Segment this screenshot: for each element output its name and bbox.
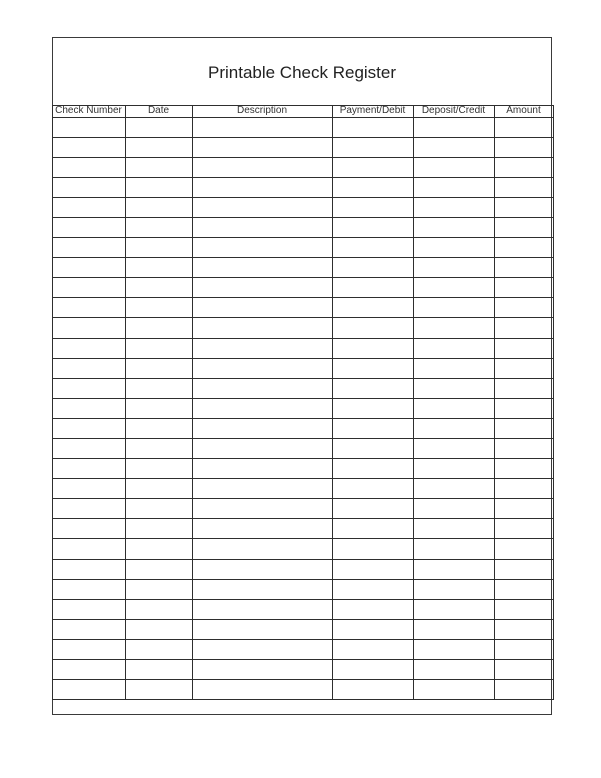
cell-amount	[494, 378, 553, 398]
cell-check-number	[52, 137, 125, 157]
cell-check-number	[52, 499, 125, 519]
cell-payment-debit	[332, 197, 413, 217]
check-register-sheet	[52, 37, 552, 715]
cell-check-number	[52, 599, 125, 619]
cell-deposit-credit	[413, 479, 494, 499]
cell-amount	[494, 639, 553, 659]
cell-payment-debit	[332, 439, 413, 459]
cell-description	[192, 358, 332, 378]
cell-description	[192, 238, 332, 258]
cell-amount	[494, 278, 553, 298]
cell-amount	[494, 680, 553, 700]
column-header-description: Description	[192, 105, 332, 117]
table-row	[52, 418, 553, 438]
cell-date	[125, 117, 192, 137]
table-row	[52, 217, 553, 237]
cell-amount	[494, 358, 553, 378]
cell-date	[125, 358, 192, 378]
cell-amount	[494, 318, 553, 338]
cell-payment-debit	[332, 539, 413, 559]
table-row	[52, 298, 553, 318]
cell-description	[192, 680, 332, 700]
cell-payment-debit	[332, 217, 413, 237]
cell-date	[125, 258, 192, 278]
cell-check-number	[52, 519, 125, 539]
cell-check-number	[52, 559, 125, 579]
cell-description	[192, 619, 332, 639]
table-row	[52, 479, 553, 499]
column-header-check-number: Check Number	[52, 105, 125, 117]
cell-date	[125, 599, 192, 619]
cell-amount	[494, 117, 553, 137]
table-row	[52, 157, 553, 177]
table-row	[52, 459, 553, 479]
cell-description	[192, 418, 332, 438]
cell-amount	[494, 398, 553, 418]
cell-deposit-credit	[413, 338, 494, 358]
cell-payment-debit	[332, 117, 413, 137]
cell-check-number	[52, 439, 125, 459]
cell-check-number	[52, 680, 125, 700]
table-row	[52, 439, 553, 459]
cell-deposit-credit	[413, 599, 494, 619]
table-row	[52, 258, 553, 278]
cell-description	[192, 439, 332, 459]
cell-amount	[494, 157, 553, 177]
cell-date	[125, 559, 192, 579]
cell-description	[192, 298, 332, 318]
cell-payment-debit	[332, 519, 413, 539]
cell-description	[192, 157, 332, 177]
cell-deposit-credit	[413, 378, 494, 398]
cell-amount	[494, 559, 553, 579]
cell-deposit-credit	[413, 619, 494, 639]
table-row	[52, 398, 553, 418]
cell-payment-debit	[332, 278, 413, 298]
cell-deposit-credit	[413, 358, 494, 378]
register-table	[52, 105, 554, 701]
cell-date	[125, 338, 192, 358]
table-row	[52, 318, 553, 338]
column-header-deposit-credit: Deposit/Credit	[413, 105, 494, 117]
table-row	[52, 519, 553, 539]
cell-deposit-credit	[413, 499, 494, 519]
cell-payment-debit	[332, 559, 413, 579]
cell-date	[125, 439, 192, 459]
cell-date	[125, 680, 192, 700]
cell-deposit-credit	[413, 539, 494, 559]
cell-payment-debit	[332, 137, 413, 157]
cell-payment-debit	[332, 418, 413, 438]
cell-date	[125, 378, 192, 398]
cell-payment-debit	[332, 398, 413, 418]
cell-check-number	[52, 358, 125, 378]
cell-date	[125, 177, 192, 197]
cell-payment-debit	[332, 680, 413, 700]
cell-date	[125, 660, 192, 680]
cell-deposit-credit	[413, 258, 494, 278]
cell-payment-debit	[332, 318, 413, 338]
cell-check-number	[52, 398, 125, 418]
cell-amount	[494, 418, 553, 438]
cell-amount	[494, 599, 553, 619]
cell-amount	[494, 519, 553, 539]
cell-amount	[494, 338, 553, 358]
cell-description	[192, 599, 332, 619]
cell-amount	[494, 619, 553, 639]
cell-payment-debit	[332, 358, 413, 378]
table-row	[52, 579, 553, 599]
cell-description	[192, 338, 332, 358]
cell-amount	[494, 660, 553, 680]
cell-payment-debit	[332, 660, 413, 680]
cell-description	[192, 318, 332, 338]
cell-date	[125, 459, 192, 479]
cell-payment-debit	[332, 258, 413, 278]
cell-check-number	[52, 619, 125, 639]
cell-check-number	[52, 258, 125, 278]
cell-deposit-credit	[413, 439, 494, 459]
cell-deposit-credit	[413, 418, 494, 438]
cell-deposit-credit	[413, 197, 494, 217]
cell-deposit-credit	[413, 117, 494, 137]
cell-check-number	[52, 157, 125, 177]
cell-deposit-credit	[413, 680, 494, 700]
cell-payment-debit	[332, 599, 413, 619]
table-row	[52, 639, 553, 659]
cell-check-number	[52, 238, 125, 258]
cell-date	[125, 197, 192, 217]
cell-payment-debit	[332, 338, 413, 358]
cell-payment-debit	[332, 298, 413, 318]
cell-amount	[494, 499, 553, 519]
cell-payment-debit	[332, 459, 413, 479]
cell-description	[192, 398, 332, 418]
cell-deposit-credit	[413, 318, 494, 338]
cell-description	[192, 378, 332, 398]
cell-check-number	[52, 539, 125, 559]
cell-payment-debit	[332, 378, 413, 398]
cell-date	[125, 137, 192, 157]
cell-check-number	[52, 418, 125, 438]
column-header-date: Date	[125, 105, 192, 117]
cell-deposit-credit	[413, 137, 494, 157]
cell-description	[192, 660, 332, 680]
cell-date	[125, 238, 192, 258]
cell-description	[192, 177, 332, 197]
cell-date	[125, 418, 192, 438]
table-row	[52, 680, 553, 700]
cell-check-number	[52, 378, 125, 398]
cell-check-number	[52, 217, 125, 237]
cell-description	[192, 197, 332, 217]
cell-payment-debit	[332, 579, 413, 599]
cell-date	[125, 619, 192, 639]
table-row	[52, 660, 553, 680]
page-title: Printable Check Register	[207, 63, 397, 82]
table-row	[52, 559, 553, 579]
cell-amount	[494, 298, 553, 318]
cell-date	[125, 278, 192, 298]
cell-deposit-credit	[413, 398, 494, 418]
cell-deposit-credit	[413, 217, 494, 237]
cell-check-number	[52, 479, 125, 499]
cell-description	[192, 137, 332, 157]
table-row	[52, 358, 553, 378]
cell-check-number	[52, 579, 125, 599]
cell-description	[192, 278, 332, 298]
cell-amount	[494, 439, 553, 459]
cell-check-number	[52, 459, 125, 479]
cell-payment-debit	[332, 499, 413, 519]
cell-check-number	[52, 639, 125, 659]
cell-deposit-credit	[413, 177, 494, 197]
cell-check-number	[52, 338, 125, 358]
cell-check-number	[52, 278, 125, 298]
cell-date	[125, 639, 192, 659]
table-row	[52, 499, 553, 519]
cell-date	[125, 217, 192, 237]
cell-description	[192, 499, 332, 519]
table-row	[52, 137, 553, 157]
cell-check-number	[52, 177, 125, 197]
cell-description	[192, 479, 332, 499]
cell-description	[192, 559, 332, 579]
table-row	[52, 197, 553, 217]
cell-description	[192, 519, 332, 539]
cell-check-number	[52, 117, 125, 137]
cell-date	[125, 157, 192, 177]
cell-description	[192, 459, 332, 479]
cell-date	[125, 298, 192, 318]
cell-deposit-credit	[413, 519, 494, 539]
cell-date	[125, 318, 192, 338]
cell-check-number	[52, 318, 125, 338]
cell-payment-debit	[332, 238, 413, 258]
cell-deposit-credit	[413, 559, 494, 579]
cell-deposit-credit	[413, 660, 494, 680]
cell-deposit-credit	[413, 278, 494, 298]
cell-deposit-credit	[413, 579, 494, 599]
column-header-payment-debit: Payment/Debit	[332, 105, 413, 117]
cell-deposit-credit	[413, 639, 494, 659]
column-header-amount: Amount	[494, 105, 553, 117]
table-row	[52, 539, 553, 559]
table-row	[52, 117, 553, 137]
table-row	[52, 338, 553, 358]
cell-date	[125, 539, 192, 559]
cell-date	[125, 398, 192, 418]
table-row	[52, 599, 553, 619]
cell-amount	[494, 258, 553, 278]
table-row	[52, 278, 553, 298]
cell-check-number	[52, 197, 125, 217]
cell-payment-debit	[332, 479, 413, 499]
cell-date	[125, 479, 192, 499]
header-row	[52, 105, 553, 117]
table-row	[52, 619, 553, 639]
cell-deposit-credit	[413, 157, 494, 177]
cell-check-number	[52, 298, 125, 318]
cell-amount	[494, 197, 553, 217]
cell-description	[192, 579, 332, 599]
cell-amount	[494, 137, 553, 157]
cell-deposit-credit	[413, 298, 494, 318]
cell-amount	[494, 217, 553, 237]
cell-check-number	[52, 660, 125, 680]
cell-date	[125, 499, 192, 519]
cell-payment-debit	[332, 639, 413, 659]
table-row	[52, 238, 553, 258]
cell-payment-debit	[332, 177, 413, 197]
cell-description	[192, 639, 332, 659]
cell-description	[192, 539, 332, 559]
cell-description	[192, 117, 332, 137]
cell-description	[192, 217, 332, 237]
cell-description	[192, 258, 332, 278]
cell-amount	[494, 539, 553, 559]
cell-deposit-credit	[413, 238, 494, 258]
cell-date	[125, 579, 192, 599]
cell-amount	[494, 177, 553, 197]
table-row	[52, 177, 553, 197]
cell-amount	[494, 579, 553, 599]
cell-amount	[494, 479, 553, 499]
cell-date	[125, 519, 192, 539]
cell-payment-debit	[332, 619, 413, 639]
cell-payment-debit	[332, 157, 413, 177]
cell-amount	[494, 238, 553, 258]
cell-deposit-credit	[413, 459, 494, 479]
table-row	[52, 378, 553, 398]
cell-amount	[494, 459, 553, 479]
